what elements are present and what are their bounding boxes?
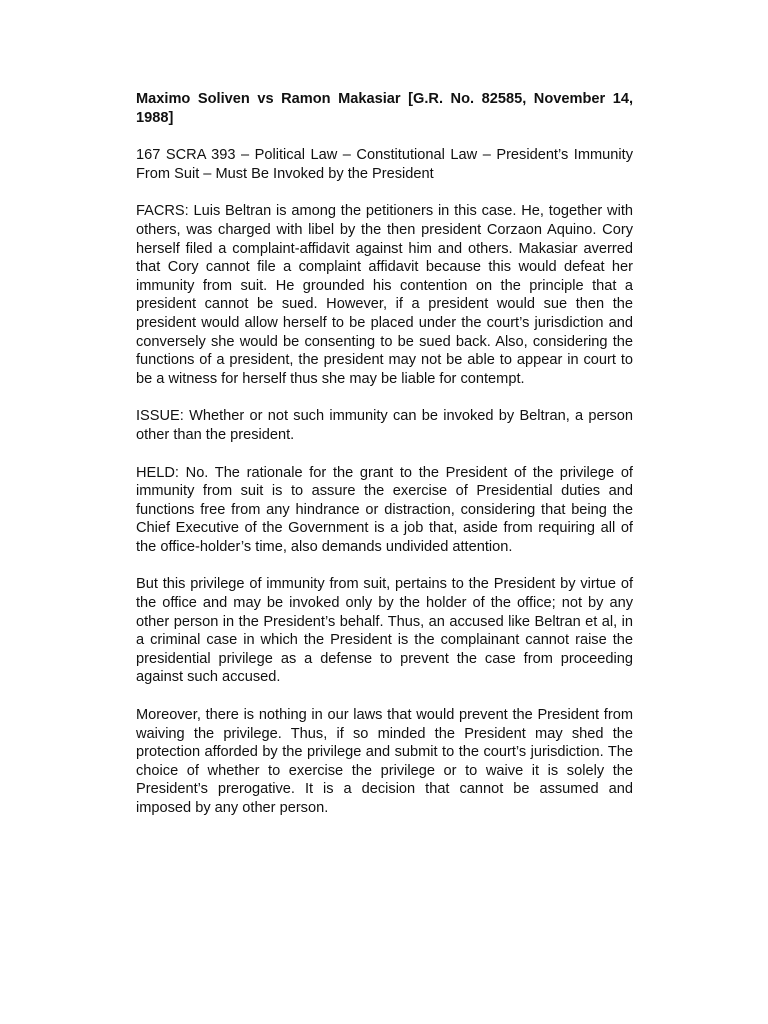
document-body xyxy=(136,90,633,837)
waiver-paragraph: Moreover, there is nothing in our laws that would prevent the President from waiving the privilege. Thus, if so minded the President may shed the protection afforded by the privilege and submit to the court’s jurisdiction. The choice of whether to exercise the privilege or to waive it is solely the President’s prerogative. It is a decision that cannot be assumed and imposed by any other person. xyxy=(136,707,633,816)
case-title: Maximo Soliven vs Ramon Makasiar [G.R. No. 82585, November 14, 1988] xyxy=(136,91,633,126)
privilege-paragraph: But this privilege of immunity from suit, pertains to the President by virtue of the office and may be invoked only by the holder of the office; not by any other person in the President’s behalf. Thus, an accused like Beltran et al, in a criminal case in which the President is the complainant cannot raise the presidential privilege as a defense to prevent the case from proceeding against such accused. xyxy=(136,576,633,686)
facts-paragraph: FACRS: Luis Beltran is among the petitioners in this case. He, together with others, was charged with libel by the then president Corzaon Aquino. Cory herself filed a complaint-affidavit against him and others. Makasiar averred that Cory cannot file a complaint affidavit because this would defeat her immunity from suit. He grounded his contention on the principle that a president cannot be sued. However, if a president would sue then the president would allow herself to be placed under the court’s jurisdiction and conversely she would be consenting to be sued back. Also, considering the functions of a president, the president may not be able to appear in court to be a witness for herself thus she may be liable for contempt. xyxy=(136,203,633,387)
case-subtitle: 167 SCRA 393 – Political Law – Constitutional Law – President’s Immunity From Suit – Must Be Invoked by the President xyxy=(136,147,633,182)
held-paragraph: HELD: No. The rationale for the grant to the President of the privilege of immunity from suit is to assure the exercise of Presidential duties and functions free from any hindrance or distraction, considering that being the Chief Executive of the Government is a job that, aside from requiring all of the office-holder’s time, also demands undivided attention. xyxy=(136,464,633,555)
issue-paragraph: ISSUE: Whether or not such immunity can be invoked by Beltran, a person other than the president. xyxy=(136,408,633,443)
